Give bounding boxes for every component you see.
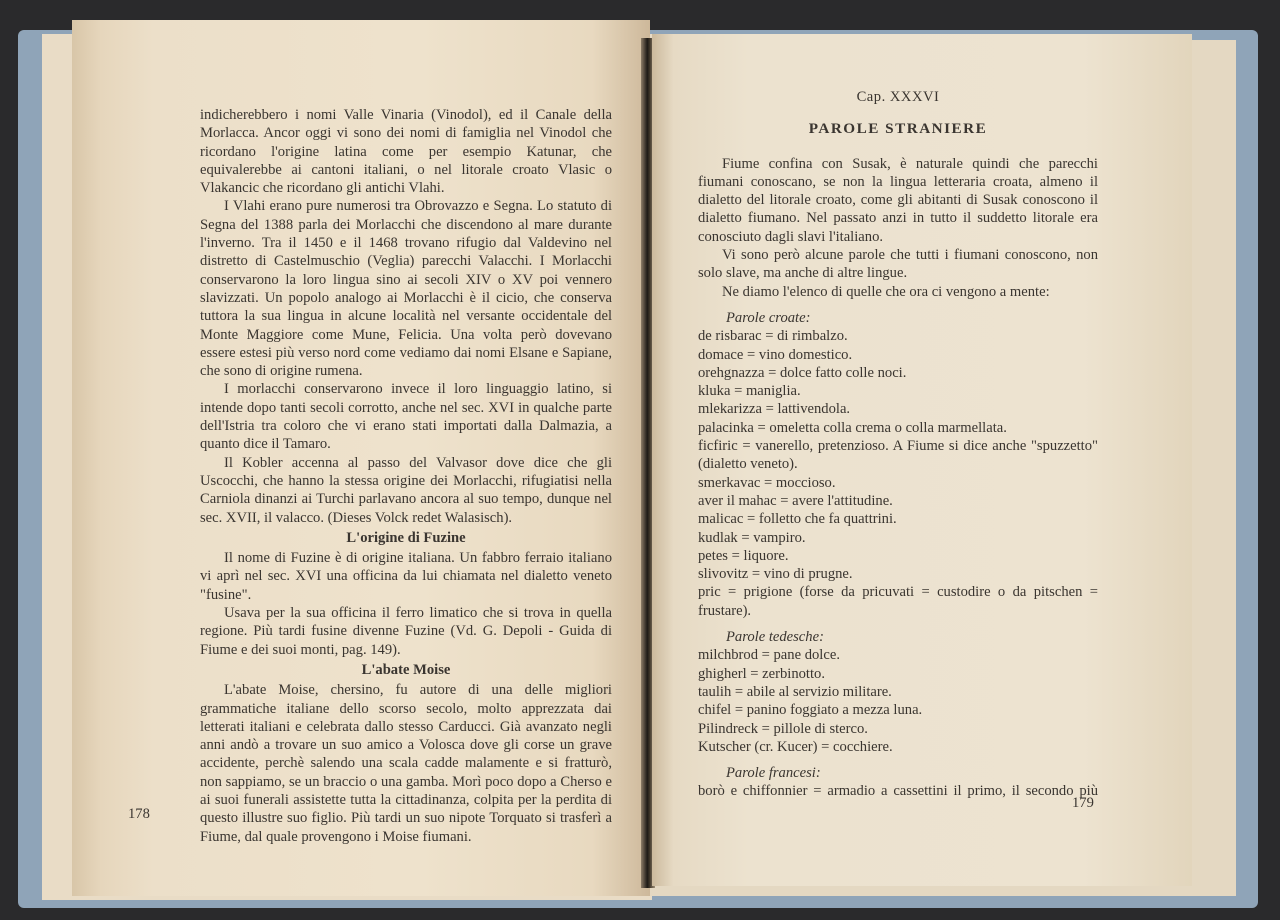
chapter-number: Cap. XXXVI	[856, 89, 940, 105]
glossary-entry: kluka = maniglia.	[698, 383, 801, 400]
glossary-entry: milchbrod = pane dolce.	[698, 647, 840, 664]
section-subheading: Parole croate:	[726, 309, 811, 326]
glossary-entry: malicac = folletto che fa quattrini.	[698, 511, 897, 528]
glossary-entry: smerkavac = moccioso.	[698, 474, 836, 491]
glossary-entry: ficfiric = vanerello, pretenzioso. A Fiume si dice anche "spuzzetto" (dialetto veneto).	[698, 438, 1098, 473]
glossary-entry: chifel = panino foggiato a mezza luna.	[698, 702, 923, 719]
chapter-title: PAROLE STRANIERE	[808, 120, 988, 138]
paragraph: Usava per la sua officina il ferro limatico che si trova in quella regione. Più tardi fusine divenne Fuzine (Vd. G. Depoli - Guida di Fiume e dei suoi monti, pag. 149).	[200, 605, 612, 658]
section-subheading: Parole tedesche:	[726, 629, 824, 646]
glossary-entry: orehgnazza = dolce fatto colle noci.	[698, 364, 907, 381]
left-page	[72, 20, 650, 896]
paragraph: indicherebbero i nomi Valle Vinaria (Vinodol), ed il Canale della Morlacca. Ancor oggi vi sono dei nomi di famiglia nel Vinodol che ricordano l'origine latina come per esempio Katunar, che equivalerebbe ai cantoni italiani, o nel litorale croato Vlasic o Vlakancic che ricordano gli antichi Vlahi.	[200, 107, 612, 197]
glossary-entry: de risbarac = di rimbalzo.	[698, 328, 848, 345]
paragraph: Il Kobler accenna al passo del Valvasor dove dice che gli Uscocchi, che hanno la stessa origine dei Morlacchi, rifugiatisi nella Carniola dinanzi ai Turchi parlavano ancora al suo tempo, dunque nel sec. XVII, il valacco. (Dieses Volck redet Walasisch).	[200, 454, 612, 526]
paragraph: Il nome di Fuzine è di origine italiana. Un fabbro ferraio italiano vi aprì nel sec. XVI una officina da lui chiamata nel dialetto veneto "fusine".	[200, 550, 612, 603]
glossary-entry: Pilindreck = pillole di sterco.	[698, 720, 868, 737]
paragraph: I morlacchi conservarono invece il loro linguaggio latino, si intende dopo tanti secoli corrotto, anche nel sec. XVI in qualche parte dell'Istria tra coloro che vi erano stati importati dalla Dalmazia, a quanto dice il Tamaro.	[200, 381, 612, 453]
glossary-entry: slivovitz = vino di prugne.	[698, 566, 853, 583]
glossary-entry: borò e chiffonnier = armadio a cassettini il primo, il secondo più	[698, 783, 1098, 800]
glossary-entry: aver il mahac = avere l'attitudine.	[698, 492, 893, 509]
glossary-entry: palacinka = omeletta colla crema o colla marmellata.	[698, 419, 1007, 436]
glossary-entry: Kutscher (cr. Kucer) = cocchiere.	[698, 738, 893, 755]
paragraph: Vi sono però alcune parole che tutti i fiumani conoscono, non solo slave, ma anche di altre lingue.	[698, 247, 1098, 282]
section-heading: L'abate Moise	[361, 661, 451, 678]
page-number-left: 178	[128, 806, 150, 822]
glossary-entry: kudlak = vampiro.	[698, 529, 806, 546]
right-page	[652, 34, 1192, 886]
page-number-right: 179	[1072, 795, 1094, 811]
section-heading: L'origine di Fuzine	[346, 529, 466, 546]
paragraph: I Vlahi erano pure numerosi tra Obrovazzo e Segna. Lo statuto di Segna del 1388 parla dei Morlacchi che discendono al mare durante l'inverno. Tra il 1450 e il 1468 trovano rifugio dal Valdevino nel distretto di Castelmuschio (Veglia) parecchi Valacchi. I Morlacchi conservarono la loro lingua sino ai secoli XIV o XV poi vennero slavizzati. Un popolo analogo ai Morlacchi è il cicio, che conserva tuttora la sua lingua in alcune località nel versante occidentale del Monte Maggiore come Mune, Felicia. Una volta però dovevano essere estesi più verso nord come vediamo dai nomi Elsane e Sapiane, che sono di origine rumena.	[200, 198, 612, 380]
glossary-entry: mlekarizza = lattivendola.	[698, 401, 851, 418]
section-subheading: Parole francesi:	[726, 765, 821, 782]
paragraph: Ne diamo l'elenco di quelle che ora ci vengono a mente:	[722, 283, 1050, 300]
glossary-entry: domace = vino domestico.	[698, 346, 853, 363]
glossary-entry: pric = prigione (forse da pricuvati = custodire o da pitschen = frustare).	[698, 584, 1098, 619]
glossary-entry: taulih = abile al servizio militare.	[698, 683, 892, 700]
glossary-entry: ghigherl = zerbinotto.	[698, 665, 825, 682]
paragraph: L'abate Moise, chersino, fu autore di una delle migliori grammatiche italiane dello scorso secolo, molto apprezzata dai letterati italiani e celebrata dallo stesso Carducci. Già avanzato negli anni andò a trovare un suo amico a Volosca dove gli corse un grave accidente, perchè salendo una scala cadde malamente e si fratturò, non sappiamo, se un braccio o una gamba. Morì poco dopo a Cherso e ai suoi funerali assistette tutta la cittadinanza, colpita per la perdita di questo illustre suo figlio. Più tardi un suo nipote Torquato si trasferì a Fiume, dal quale provengono i Moise fiumani.	[200, 682, 612, 845]
paragraph: Fiume confina con Susak, è naturale quindi che parecchi fiumani conoscano, se non la lingua letteraria croata, almeno il dialetto del litorale croato, come gli abitanti di Susak conoscono il dialetto fiumano. Nel passato anzi in tutto il suddetto litorale era conosciuto dagli slavi l'italiano.	[698, 155, 1098, 245]
glossary-entry: petes = liquore.	[698, 547, 789, 564]
